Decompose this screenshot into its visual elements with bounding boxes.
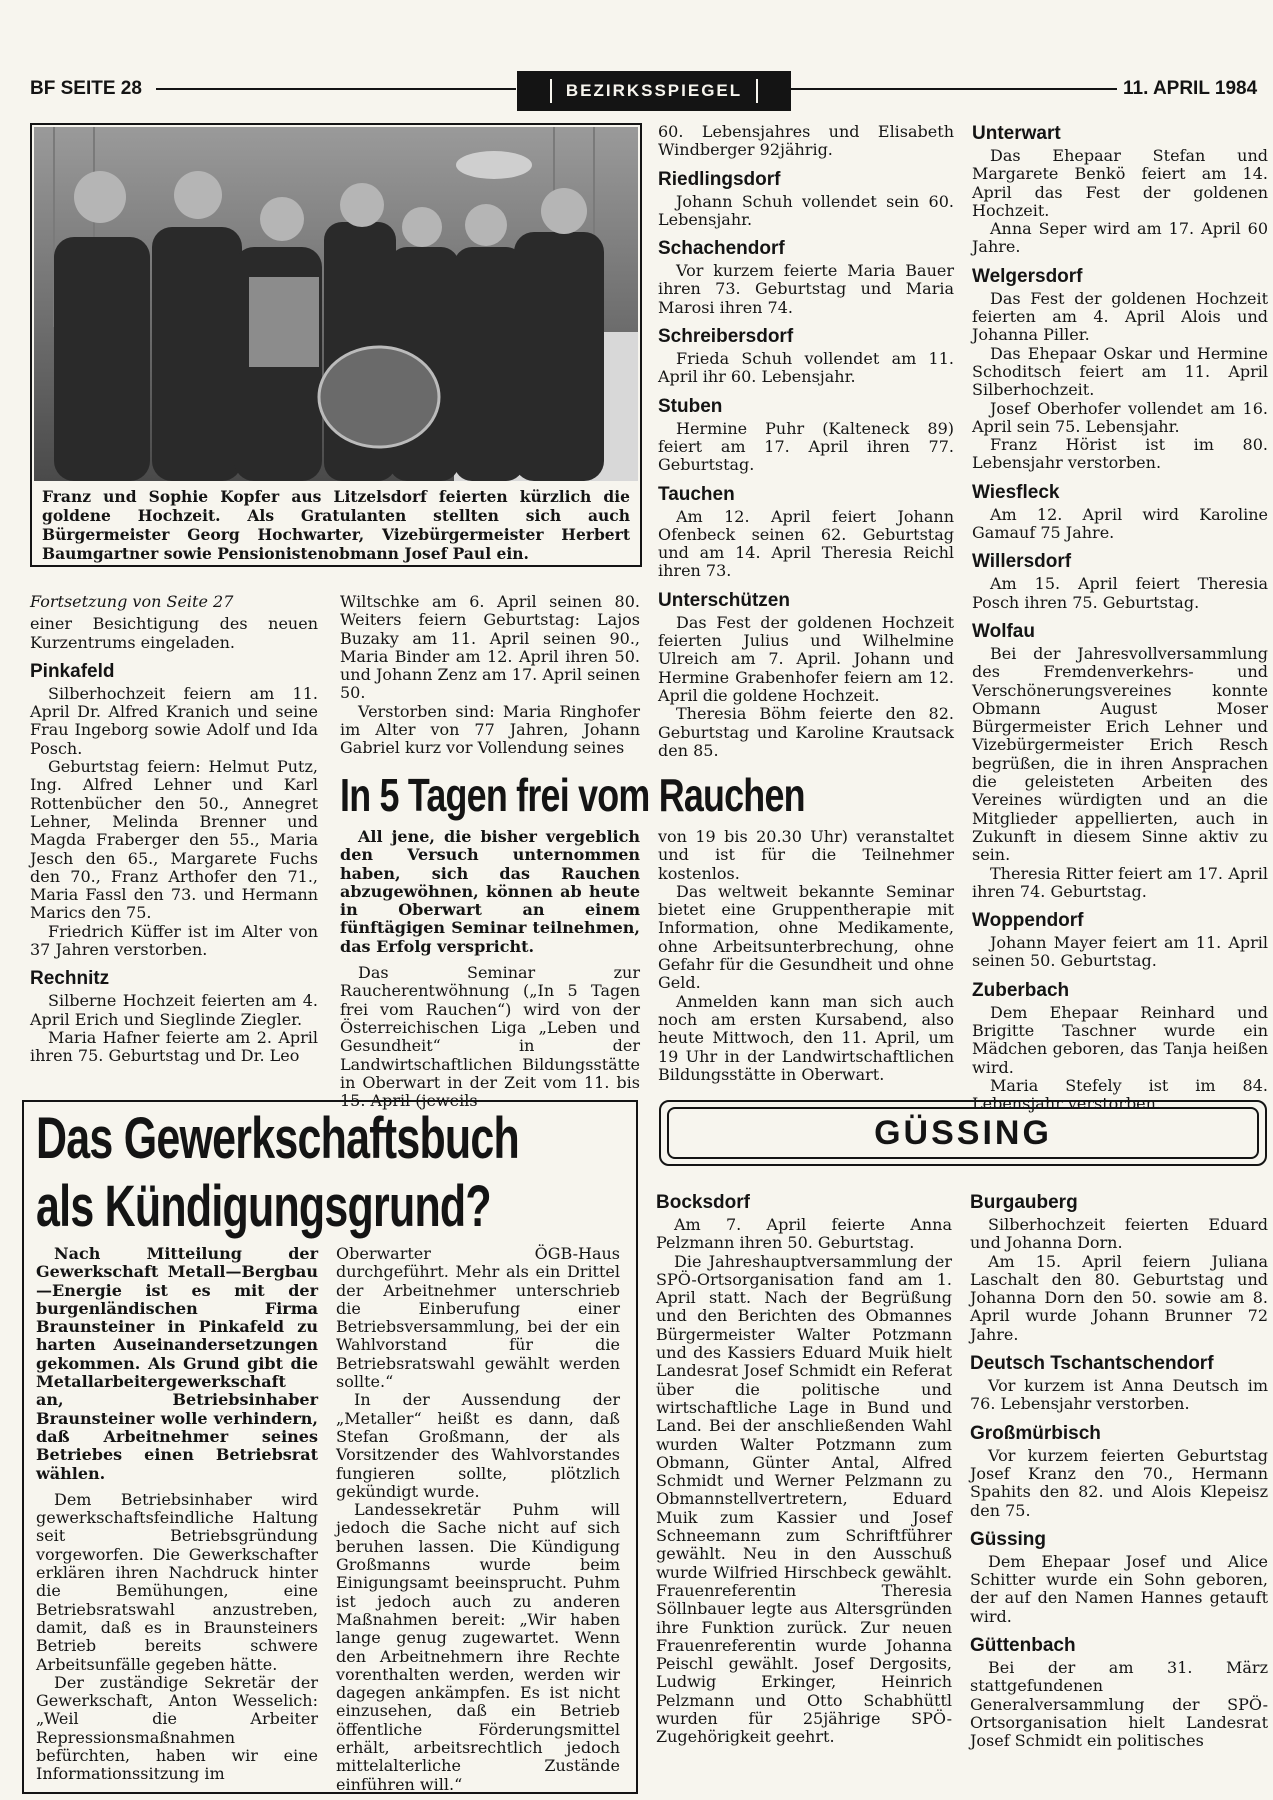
- section-banner-title: GÜSSING: [874, 1113, 1052, 1152]
- article-text: Silberne Hochzeit feierten am 4. April Erich und Sieglinde Ziegler.: [30, 991, 318, 1029]
- article-text: Vor kurzem ist Anna Deutsch im 76. Lebensjahr verstorben.: [970, 1376, 1268, 1414]
- article-text: Die Jahreshauptversammlung der SPÖ-Ortsorganisation fand am 1. April statt. Nach der Begrüßung und den Berichten des Obmannes Bürgermeister Walter Potzmann und des Kassiers Eduard Muik hielt Landesrat Josef Schmidt ein Referat über die politische und wirtschaftliche Lage in Bund und Land. Bei der anschließenden Wahl wurden Walter Potzmann zum Obmann, Günter Antal, Alfred Schmidt und Werner Pelzmann zu Obmannstellvertretern, Eduard Muik zum Kassier und Josef Schneemann zum Schriftführer gewählt. Neu in den Ausschuß wurde Wilfried Hirschbeck gewählt. Frauenreferentin Theresia Söllnbauer legte aus Altersgründen ihre Funktion zurück. Zur neuen Frauenreferentin wurde Johanna Peischl gewählt. Josef Dergosits, Ludwig Erkinger, Heinrich Pelzmann und Otto Schabhüttl wurden für 25jährige SPÖ-Zugehörigkeit geehrt.: [656, 1251, 952, 1747]
- article-text: Silberhochzeit feiern am 11. April Dr. Alfred Kranich und seine Frau Ingeborg sowie Adolf und Ida Posch.: [30, 683, 318, 758]
- column-gewerkschaft-left: [36, 1245, 318, 1783]
- headline-gewerkschaft-line1: Das Gewerkschaftsbuch: [36, 1106, 520, 1171]
- section-heading-guessing: Güssing: [970, 1528, 1047, 1550]
- section-heading-unterwart: Unterwart: [972, 123, 1061, 144]
- group-photo: [34, 127, 638, 481]
- article-text: Josef Oberhofer vollendet am 16. April sein 75. Lebensjahr.: [972, 398, 1268, 436]
- photo-frame: [30, 123, 642, 567]
- section-heading-guettenbach: Güttenbach: [970, 1635, 1076, 1657]
- article-text: Wiltschke am 6. April seinen 80. Weiters feiern Geburtstag: Lajos Buzaky am 11. April seinen 90., Maria Binder am 12. April ihren 50. und Johann Zenz am 17. April seinen 50.: [340, 592, 640, 703]
- section-heading-woppendorf: Woppendorf: [972, 910, 1084, 932]
- article-text: Landessekretär Puhm will jedoch die Sache nicht auf sich beruhen lassen. Die Kündigung Großmanns wurde beim Einigungsamt beeinsprucht. Puhm ist jedoch auch zu anderen Maßnahmen bereit: „Wir haben lange genug zugewartet. Wenn den Arbeitnehmern ihre Rechte vorenthalten werden, werden wir dagegen ankämpfen. Es ist nicht einzusehen, daß ein Betrieb öffentliche Förderungsmittel erhält, arbeitsrechtlich jedoch mittelalterliche Zustände einführen will.“: [336, 1500, 620, 1794]
- section-heading-schreibersdorf: Schreibersdorf: [658, 326, 794, 348]
- section-heading-grossmuerbisch: Großmürbisch: [970, 1422, 1101, 1444]
- section-heading-schachendorf: Schachendorf: [658, 238, 785, 260]
- section-heading-pinkafeld: Pinkafeld: [30, 660, 115, 682]
- section-heading-rechnitz: Rechnitz: [30, 968, 110, 990]
- article-text: Am 12. April wird Karoline Gamauf 75 Jahre.: [972, 504, 1268, 543]
- article-text: Das Fest der goldenen Hochzeit feierten am 4. April Alois und Johanna Piller.: [972, 288, 1268, 345]
- section-heading-willersdorf: Willersdorf: [972, 551, 1072, 573]
- article-text: Hermine Puhr (Kalteneck 89) feiert am 17. April ihren 77. Geburtstag.: [658, 418, 954, 475]
- article-text: Der zuständige Sekretär der Gewerkschaft, Anton Wesselich: „Weil die Arbeiter Repressionsmaßnahmen befürchten, haben wir eine Informationssitzung im: [36, 1672, 318, 1784]
- article-text: Am 12. April feiert Johann Ofenbeck seinen 62. Geburtstag und am 14. April Theresia Reichl ihren 73.: [658, 506, 954, 581]
- article-text: Johann Mayer feiert am 11. April seinen 50. Geburtstag.: [972, 933, 1268, 971]
- masthead: [517, 71, 791, 111]
- article-text: Vor kurzem feierten Geburtstag Josef Kranz den 70., Hermann Spahits den 82. und Alois Klepeisz den 75.: [970, 1445, 1268, 1520]
- section-heading-zuberbach: Zuberbach: [972, 979, 1070, 1001]
- section-heading-burgauberg: Burgauberg: [970, 1192, 1078, 1213]
- section-heading-riedlingsdorf: Riedlingsdorf: [658, 168, 781, 190]
- section-heading-welgersdorf: Welgersdorf: [972, 265, 1083, 287]
- article-text: Theresia Böhm feierte den 82. Geburtstag und Karoline Krautsack den 85.: [658, 704, 954, 760]
- section-heading-bocksdorf: Bocksdorf: [656, 1192, 750, 1213]
- headline-gewerkschaft-line2: als Kündigungsgrund?: [36, 1174, 491, 1239]
- article-text: Anmelden kann man sich auch noch am ersten Kursabend, also heute Mittwoch, den 11. April, um 19 Uhr in der Landwirtschaftlichen Bildungsstätte in Oberwart.: [658, 991, 954, 1084]
- section-heading-tauchen: Tauchen: [658, 483, 735, 505]
- article-text: Bei der Jahresvollversammlung des Fremdenverkehrs- und Verschönerungsvereines konnte Obmann August Moser Bürgermeister Erich Lehner und Vizebürgermeister Erich Resch begrüßen, die in ihren Ansprachen die geleisteten Arbeiten des Vereines würdigten und an die Mitglieder appellierten, auch in Zukunft in diesem Sinne aktiv zu sein.: [972, 643, 1268, 865]
- article-text: Maria Hafner feierte am 2. April ihren 75. Geburtstag und Dr. Leo: [30, 1027, 318, 1066]
- article-text: Dem Ehepaar Josef und Alice Schitter wurde ein Sohn geboren, der auf den Namen Hannes getauft wird.: [970, 1551, 1268, 1626]
- article-text: Anna Seper wird am 17. April 60 Jahre.: [972, 219, 1268, 257]
- column-rauchen-left: [340, 827, 640, 1111]
- section-banner-guessing: [659, 1100, 1267, 1166]
- section-heading-deutsch-tschantschendorf: Deutsch Tschantschendorf: [970, 1353, 1214, 1375]
- article-text: Das Seminar zur Raucherentwöhnung („In 5 Tagen frei vom Rauchen“) wird von der Österreichischen Liga „Leben und Gesundheit“ in der Landwirtschaftlichen Bildungsstätte in Oberwart in der Zeit vom 11. bis 15. April (jeweils: [340, 963, 640, 1111]
- page-number: BF SEITE 28: [30, 78, 142, 99]
- section-heading-wiesfleck: Wiesfleck: [972, 481, 1060, 503]
- column-gewerkschaft-right: [336, 1244, 620, 1794]
- article-text: Frieda Schuh vollendet am 11. April ihr 60. Lebensjahr.: [658, 349, 954, 387]
- article-lead: All jene, die bisher vergeblich den Versuch unternommen haben, sich das Rauchen abzugewöhnen, können ab heute in Oberwart an einem fünftägigen Seminar teilnehmen, das Erfolg verspricht.: [340, 827, 640, 956]
- photo-caption: Franz und Sophie Kopfer aus Litzelsdorf feierten kürzlich die goldene Hochzeit. Als Gratulanten stellten sich auch Bürgermeister Georg Hochwarter, Vizebürgermeister Herbert Baumgartner sowie Pensionistenobmann Josef Paul ein.: [42, 487, 630, 563]
- header-rule-right: [789, 88, 1117, 90]
- article-text: Maria Stefely ist im 84. Lebensjahr verstorben.: [972, 1075, 1268, 1114]
- section-banner-inner: [667, 1107, 1259, 1159]
- article-text: Am 15. April feiert Theresia Posch ihren 75. Geburtstag.: [972, 574, 1268, 612]
- article-text: Silberhochzeit feierten Eduard und Johanna Dorn.: [970, 1215, 1268, 1253]
- article-text: Das weltweit bekannte Seminar bietet eine Gruppentherapie mit Information, ohne Medikamente, ohne Arbeitsunterbrechung, ohne Gefahr für die Gesundheit und ohne Geld.: [658, 881, 954, 993]
- group-photo-image: [34, 127, 638, 481]
- article-text: Johann Schuh vollendet sein 60. Lebensjahr.: [658, 191, 954, 229]
- continuation-note: Fortsetzung von Seite 27: [30, 592, 234, 611]
- article-text: Dem Betriebsinhaber wird gewerkschaftsfeindliche Haltung seit Betriebsgründung vorgeworfen. Die Gewerkschafter erklären ihren Nachdruck hinter die Bemühungen, eine Betriebsratswahl anzustreben, damit, daß es in Braunsteiners Betrieb bereits schwere Arbeitsunfälle gegeben hätte.: [36, 1489, 318, 1674]
- article-text: von 19 bis 20.30 Uhr) veranstaltet und ist für die Teilnehmer kostenlos.: [658, 827, 954, 883]
- article-text: Das Fest der goldenen Hochzeit feierten Julius und Wilhelmine Ulreich am 7. April. Johann und Hermine Grabenhofer feiern am 12. April die goldene Hochzeit.: [658, 612, 954, 705]
- masthead-title: BEZIRKSSPIEGEL: [550, 79, 758, 103]
- article-text: Bei der am 31. März stattgefundenen Generalversammlung der SPÖ-Ortsorganisation hielt Landesrat Josef Schmidt ein politisches: [970, 1658, 1268, 1751]
- article-text: einer Besichtigung des neuen Kurzentrums eingeladen.: [30, 614, 318, 652]
- headline-rauchen: In 5 Tagen frei vom Rauchen: [340, 769, 805, 821]
- column-rauchen-right: [658, 827, 954, 1084]
- article-text: In der Aussendung der „Metaller“ heißt es dann, daß Stefan Großmann, der als Vorsitzender des Wahlvorstandes fungieren sollte, plötzlich gekündigt wurde.: [336, 1390, 620, 1501]
- article-text: Das Ehepaar Oskar und Hermine Schoditsch feiert am 11. April Silberhochzeit.: [972, 343, 1268, 400]
- column-pinkafeld: [30, 593, 318, 1075]
- column-riedlingsdorf: [658, 123, 954, 763]
- article-text: Friedrich Küffer ist im Alter von 37 Jahren verstorben.: [30, 921, 318, 960]
- article-text: 60. Lebensjahres und Elisabeth Windberger 92jährig.: [658, 122, 954, 160]
- article-text: Am 7. April feierte Anna Pelzmann ihren 50. Geburtstag.: [656, 1215, 952, 1253]
- column-burgauberg: [970, 1192, 1268, 1792]
- article-text: Am 15. April feiern Juliana Laschalt den 80. Geburtstag und Johanna Dorn den 50. sowie am 8. April wurde Johann Brunner 72 Jahre.: [970, 1251, 1268, 1344]
- article-text: Dem Ehepaar Reinhard und Brigitte Taschner wurde ein Mädchen geboren, das Tanja heißen wird.: [972, 1002, 1268, 1077]
- column-unterwart: [972, 123, 1268, 1114]
- article-text: Das Ehepaar Stefan und Margarete Benkö feiert am 14. April das Fest der goldenen Hochzeit.: [972, 146, 1268, 220]
- article-text: Theresia Ritter feiert am 17. April ihren 74. Geburtstag.: [972, 863, 1268, 901]
- article-text: Geburtstag feiern: Helmut Putz, Ing. Alfred Lehner und Karl Rottenbücher den 50., Annegret Lehner, Melinda Brenner und Magda Fraberger den 55., Maria Jesch den 65., Margarete Fuchs den 70., Franz Arthofer den 71., Maria Fassl den 73. und Hermann Marics den 75.: [30, 757, 318, 923]
- article-text: Verstorben sind: Maria Ringhofer im Alter von 77 Jahren, Johann Gabriel kurz vor Vollendung seines: [340, 701, 640, 758]
- article-text: Oberwarter ÖGB-Haus durchgeführt. Mehr als ein Drittel der Arbeitnehmer unterschrieb die Einberufung einer Betriebsversammlung, bei der ein Wahlvorstand für die Betriebsratswahl gewählt werden sollte.“: [336, 1244, 620, 1392]
- section-heading-wolfau: Wolfau: [972, 620, 1035, 642]
- header-rule-left: [156, 88, 516, 90]
- section-heading-unterschuetzen: Unterschützen: [658, 589, 790, 611]
- article-lead: Nach Mitteilung der Gewerkschaft Metall—Bergbau—Energie ist es mit der burgenländischen Firma Braunsteiner in Pinkafeld zu harten Auseinandersetzungen gekommen. Als Grund gibt die Metallarbeitergewerkschaft an, Betriebsinhaber Braunsteiner wolle verhindern, daß Arbeitnehmer seines Betriebes einen Betriebsrat wählen.: [36, 1244, 318, 1483]
- article-text: Franz Hörist ist im 80. Lebensjahr verstorben.: [972, 435, 1268, 473]
- column-rechnitz-continued: [340, 592, 640, 758]
- issue-date: 11. APRIL 1984: [1123, 78, 1258, 99]
- article-text: Vor kurzem feierte Maria Bauer ihren 73. Geburtstag und Maria Marosi ihren 74.: [658, 261, 954, 317]
- section-heading-stuben: Stuben: [658, 395, 723, 417]
- column-bocksdorf: [656, 1192, 952, 1792]
